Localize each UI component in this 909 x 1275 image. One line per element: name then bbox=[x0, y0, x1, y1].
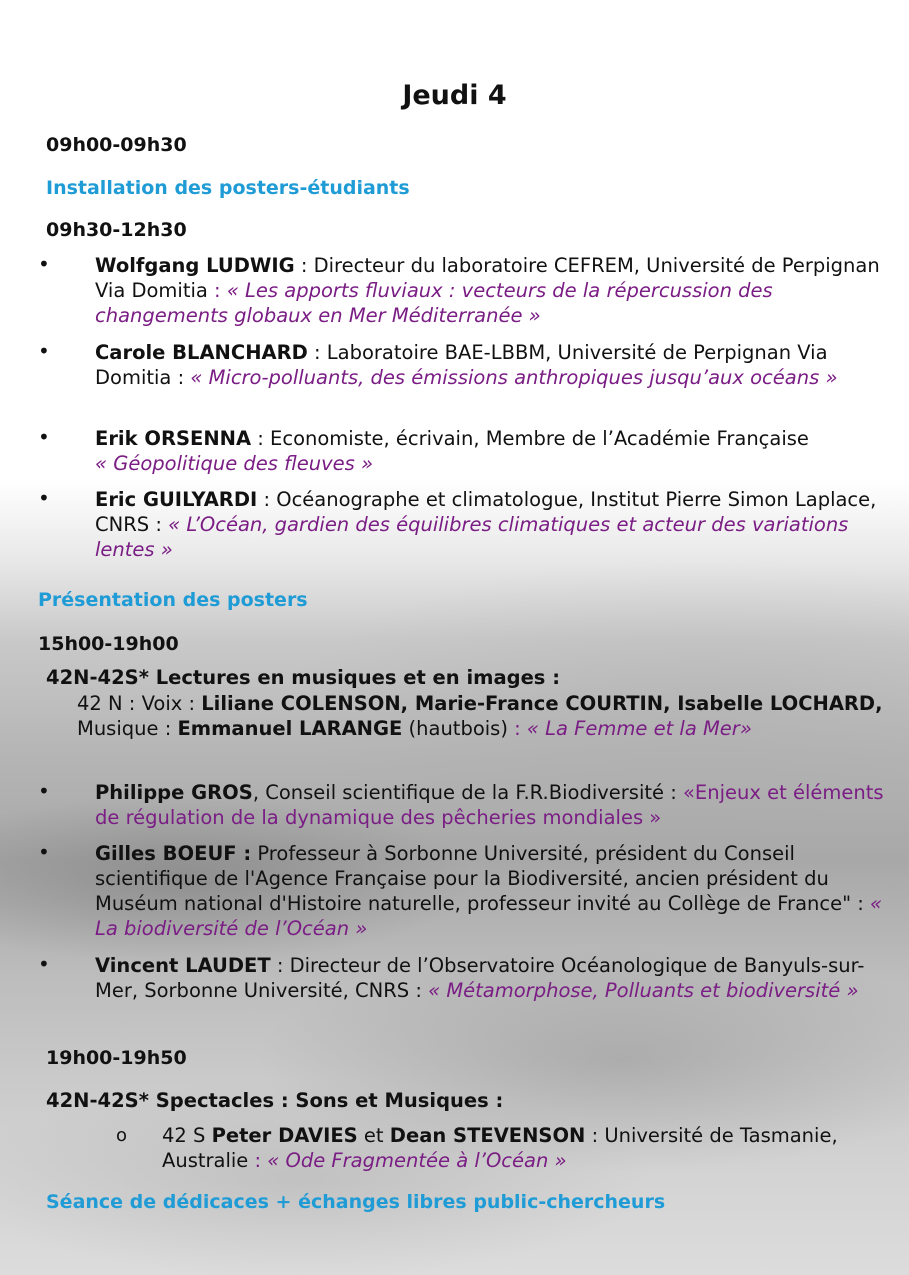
instrument: (hautbois) bbox=[402, 717, 508, 740]
speaker-name: Erik ORSENNA bbox=[95, 427, 252, 450]
time-slot-4: 19h00-19h50 bbox=[46, 1047, 187, 1069]
speaker-info: : Directeur de l’Observatoire Océanologique de Banyuls-sur-Mer, Sorbonne Université, CNRS bbox=[95, 954, 865, 1002]
conjunction: et bbox=[357, 1124, 390, 1147]
bullet-icon: • bbox=[38, 252, 50, 276]
separator: : bbox=[409, 979, 429, 1002]
event-lectures-details bbox=[77, 691, 887, 741]
page-title: Jeudi 4 bbox=[402, 80, 507, 111]
talk-title: « La biodiversité de l’Océan » bbox=[95, 892, 883, 940]
voice-names: Liliane COLENSON, Marie-France COURTIN, Isabelle LOCHARD, bbox=[201, 692, 883, 715]
event-prefix: 42 N : Voix : bbox=[77, 692, 202, 715]
bullet-icon: • bbox=[38, 339, 50, 363]
talk-title: « L’Océan, gardien des équilibres climatiques et acteur des variations lentes » bbox=[95, 513, 849, 561]
event-prefix: 42 S bbox=[162, 1124, 212, 1147]
separator: : bbox=[149, 513, 169, 536]
event-title: « La Femme et la Mer» bbox=[526, 717, 752, 740]
speaker-name: Vincent LAUDET bbox=[95, 954, 271, 977]
event-spectacles-heading: 42N-42S* Spectacles : Sons et Musiques : bbox=[46, 1089, 504, 1112]
talk-gros bbox=[95, 780, 885, 830]
speaker-name: Philippe GROS bbox=[95, 781, 253, 804]
section-heading-posters-students: Installation des posters-étudiants bbox=[46, 177, 410, 199]
speaker-name: Carole BLANCHARD bbox=[95, 341, 308, 364]
time-slot-1: 09h00-09h30 bbox=[46, 134, 187, 156]
speaker-info: : Directeur du laboratoire CEFREM, Université de Perpignan Via Domitia bbox=[95, 254, 880, 302]
separator: : bbox=[248, 1149, 268, 1172]
event-lectures-heading: 42N-42S* Lectures en musiques et en images : bbox=[46, 666, 560, 689]
talk-guilyardi bbox=[95, 487, 885, 562]
talk-blanchard bbox=[95, 340, 885, 390]
separator: : bbox=[507, 717, 527, 740]
talk-laudet bbox=[95, 953, 885, 1003]
bullet-icon: • bbox=[38, 486, 50, 510]
time-slot-3: 15h00-19h00 bbox=[38, 633, 179, 655]
separator: : bbox=[664, 781, 683, 804]
speaker-name: Gilles BOEUF : bbox=[95, 842, 252, 865]
talk-boeuf bbox=[95, 841, 885, 941]
bullet-icon: • bbox=[38, 779, 50, 803]
talk-title: « Les apports fluviaux : vecteurs de la répercussion des changements globaux en Mer Méditerranée » bbox=[95, 279, 773, 327]
speaker-name: Eric GUILYARDI bbox=[95, 488, 258, 511]
talk-title: «Enjeux et éléments de régulation de la dynamique des pêcheries mondiales » bbox=[95, 781, 884, 829]
talk-title: « Géopolitique des fleuves » bbox=[95, 452, 374, 475]
separator: : bbox=[171, 366, 191, 389]
talk-ludwig bbox=[95, 253, 885, 328]
speaker-info: Professeur à Sorbonne Université, président du Conseil scientifique de l'Agence Française pour la Biodiversité, ancien président du Muséum national d'Histoire naturelle, professeur invité au Collège de France" bbox=[95, 842, 852, 915]
talk-title: « Métamorphose, Polluants et biodiversité » bbox=[428, 979, 859, 1002]
section-heading-posters: Présentation des posters bbox=[38, 589, 308, 611]
speaker-name: Wolfgang LUDWIG bbox=[95, 254, 295, 277]
music-label: Musique : bbox=[77, 717, 178, 740]
talk-orsenna bbox=[95, 426, 885, 476]
section-heading-dedications: Séance de dédicaces + échanges libres public-chercheurs bbox=[46, 1191, 666, 1213]
bullet-icon: • bbox=[38, 840, 50, 864]
speaker-info: , Conseil scientifique de la F.R.Biodiversité bbox=[252, 781, 665, 804]
speaker-info: : Laboratoire BAE-LBBM, Université de Perpignan Via Domitia bbox=[95, 341, 828, 389]
time-slot-2: 09h30-12h30 bbox=[46, 219, 187, 241]
separator: : bbox=[851, 892, 871, 915]
talk-title: « Micro-polluants, des émissions anthropiques jusqu’aux océans » bbox=[190, 366, 838, 389]
bullet-icon: • bbox=[38, 952, 50, 976]
speaker-info: : Economiste, écrivain, Membre de l’Académie Française bbox=[251, 427, 809, 450]
bullet-icon: • bbox=[38, 425, 50, 449]
separator: : bbox=[207, 279, 227, 302]
performer-name-2: Dean STEVENSON bbox=[389, 1124, 586, 1147]
event-spectacles-details bbox=[162, 1123, 842, 1173]
speaker-info: : Océanographe et climatologue, Institut Pierre Simon Laplace, CNRS bbox=[95, 488, 877, 536]
musician-name: Emmanuel LARANGE bbox=[177, 717, 403, 740]
event-title: « Ode Fragmentée à l’Océan » bbox=[267, 1149, 567, 1172]
circle-bullet-icon: o bbox=[116, 1125, 128, 1146]
performer-name-1: Peter DAVIES bbox=[211, 1124, 358, 1147]
performer-info: : Université de Tasmanie, Australie bbox=[162, 1124, 838, 1172]
